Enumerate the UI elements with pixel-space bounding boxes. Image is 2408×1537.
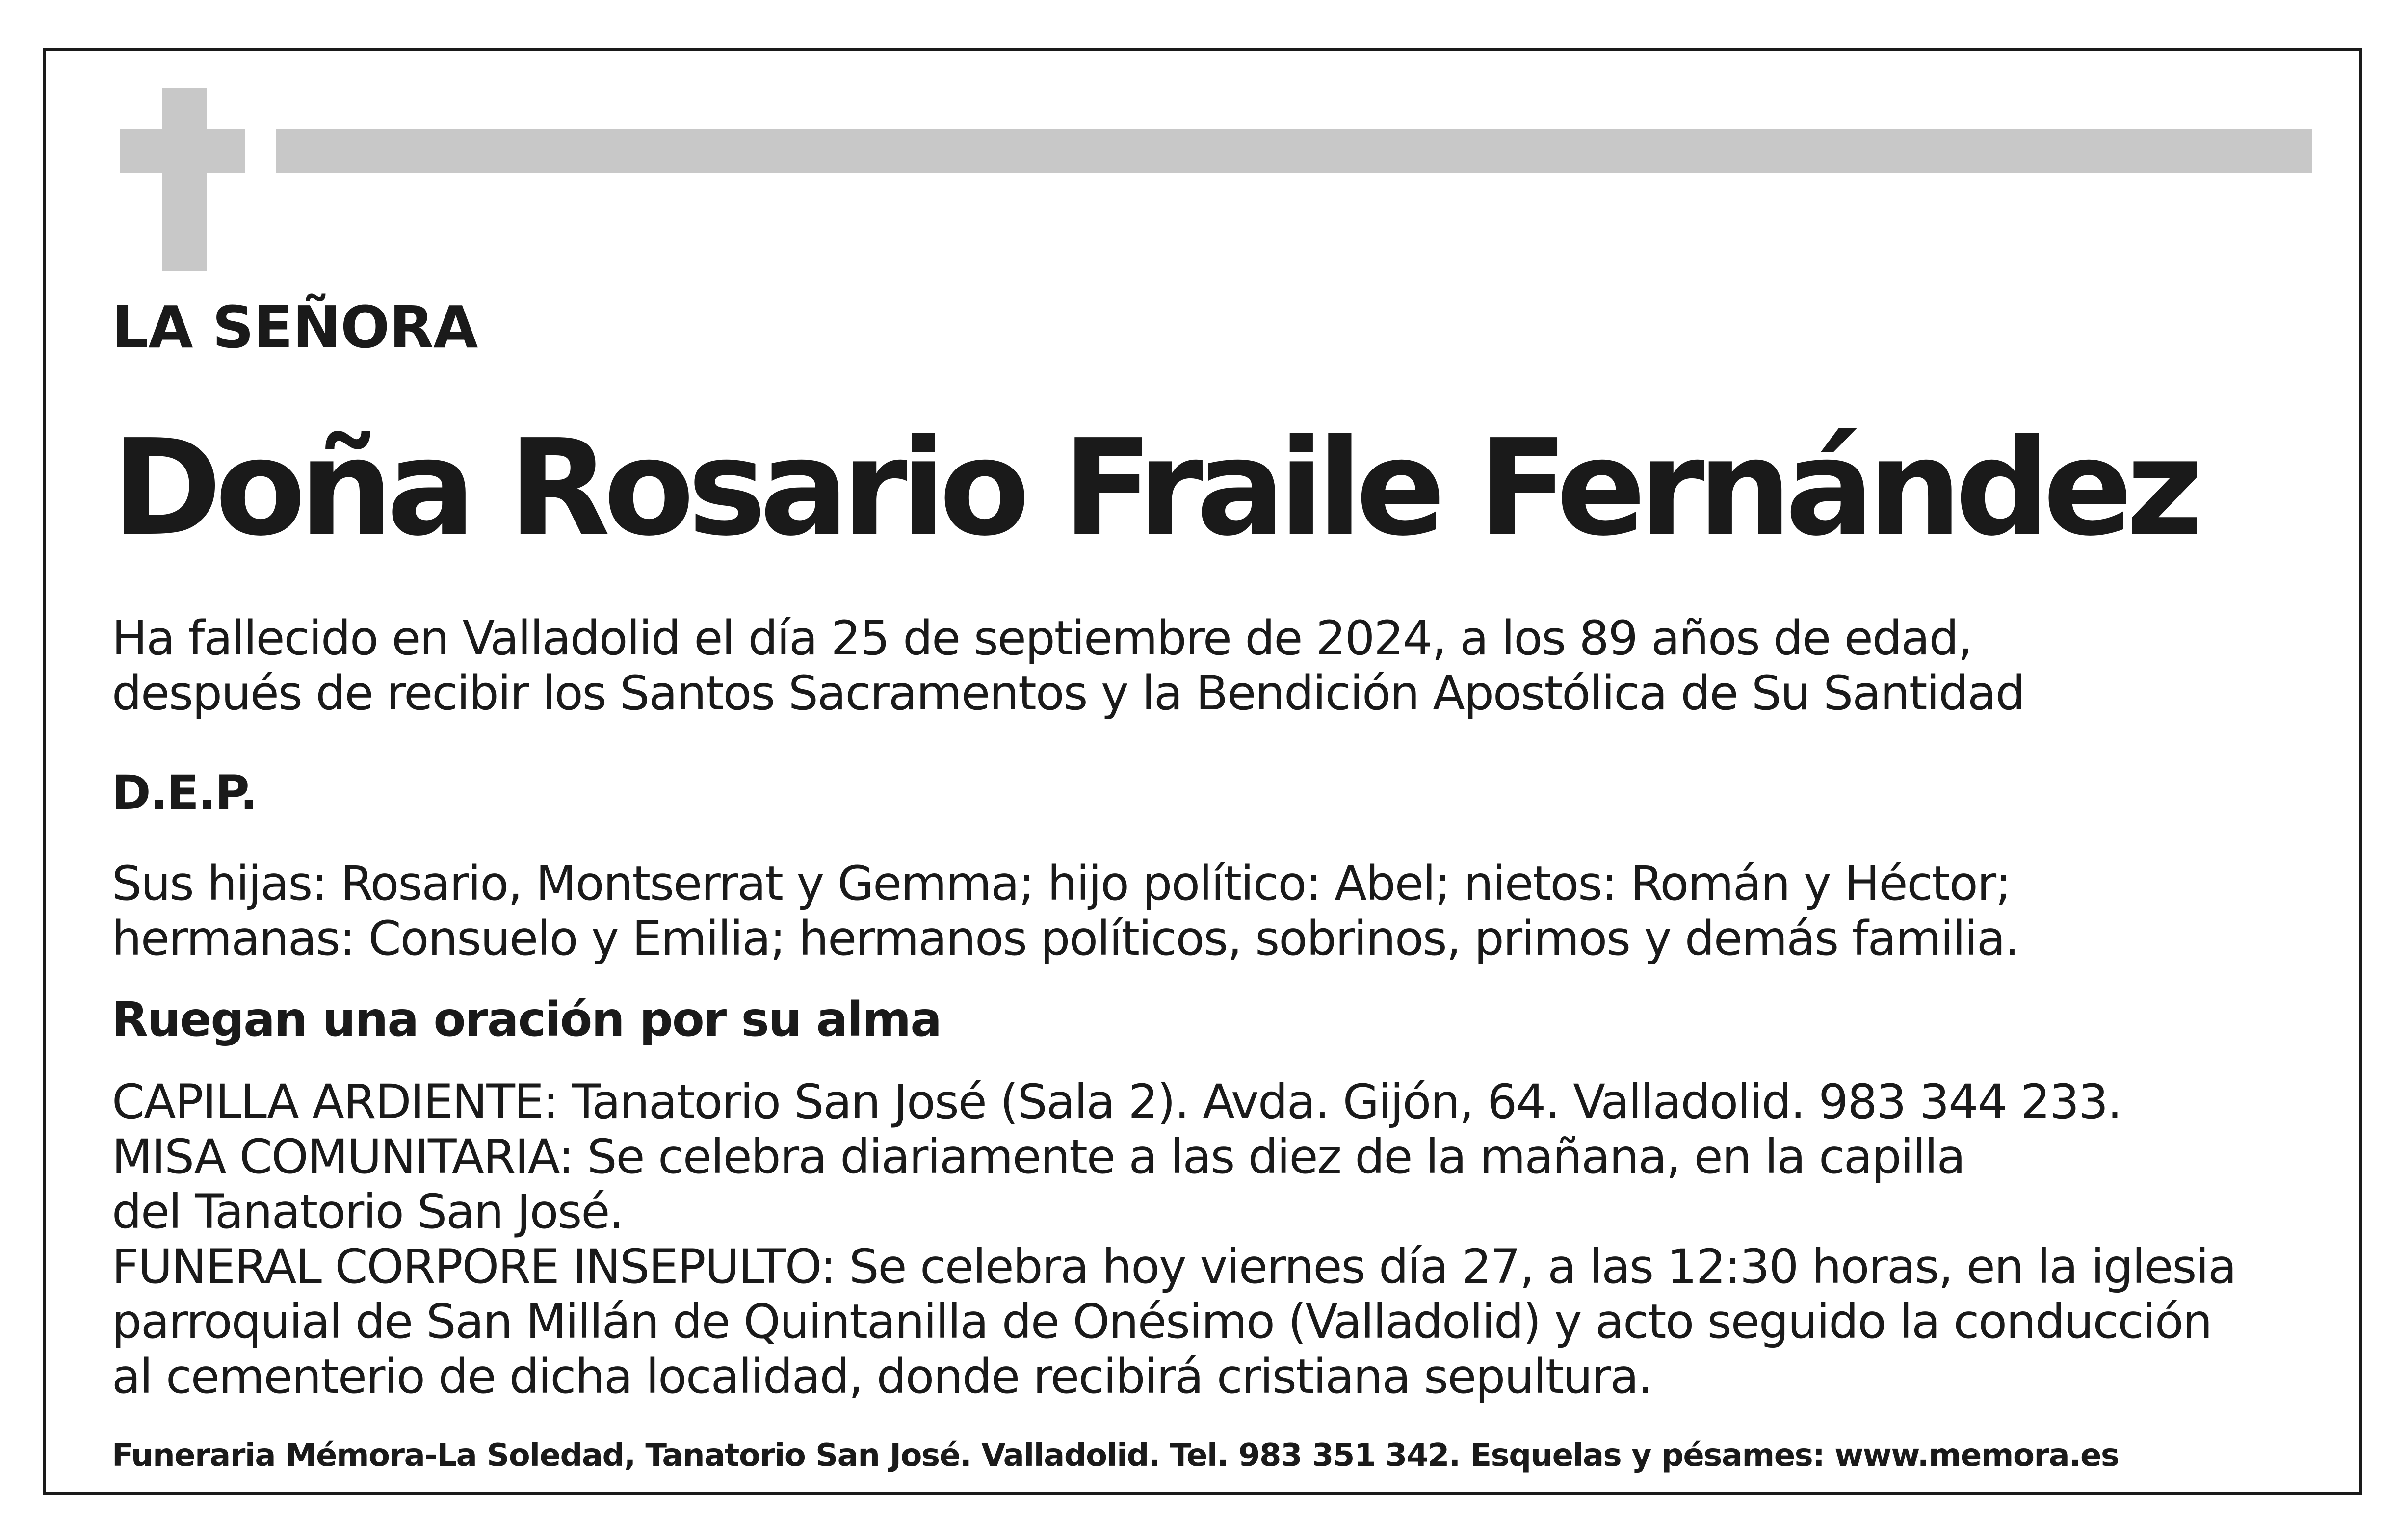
death-announcement (112, 611, 2024, 721)
funeral-home-footer: Funeraria Mémora-La Soledad, Tanatorio San José. Valladolid. Tel. 983 351 342. Esquelas y pésames: www.memora.es (112, 1437, 2119, 1474)
family-line: Sus hijas: Rosario, Montserrat y Gemma; hijo político: Abel; nietos: Román y Héctor; (112, 856, 2011, 911)
services-line: CAPILLA ARDIENTE: Tanatorio San José (Sala 2). Avda. Gijón, 64. Valladolid. 983 344 233. (112, 1074, 2121, 1129)
prayer-request: Ruegan una oración por su alma (112, 992, 941, 1047)
honorific-title: LA SEÑORA (112, 293, 478, 361)
services-line: FUNERAL CORPORE INSEPULTO: Se celebra hoy viernes día 27, a las 12:30 horas, en la iglesia (112, 1239, 2236, 1294)
services-line: MISA COMUNITARIA: Se celebra diariamente a las diez de la mañana, en la capilla (112, 1129, 1965, 1184)
family-line: hermanas: Consuelo y Emilia; hermanos políticos, sobrinos, primos y demás familia. (112, 911, 2019, 966)
cross-vertical-bar (162, 88, 207, 271)
cross-horizontal-bar (120, 129, 245, 173)
rip-label: D.E.P. (112, 765, 257, 820)
family-list (112, 856, 2018, 966)
death-line: después de recibir los Santos Sacramentos y la Bendición Apostólica de Su Santidad (112, 666, 2024, 721)
services-line: al cementerio de dicha localidad, donde recibirá cristiana sepultura. (112, 1349, 1652, 1404)
services-info (112, 1074, 2236, 1404)
services-line: del Tanatorio San José. (112, 1184, 623, 1239)
deceased-name: Doña Rosario Fraile Fernández (112, 411, 2197, 565)
services-line: parroquial de San Millán de Quintanilla de Onésimo (Valladolid) y acto seguido la conducción (112, 1294, 2212, 1349)
header-divider-bar (276, 129, 2312, 173)
death-line: Ha fallecido en Valladolid el día 25 de septiembre de 2024, a los 89 años de edad, (112, 611, 1972, 666)
